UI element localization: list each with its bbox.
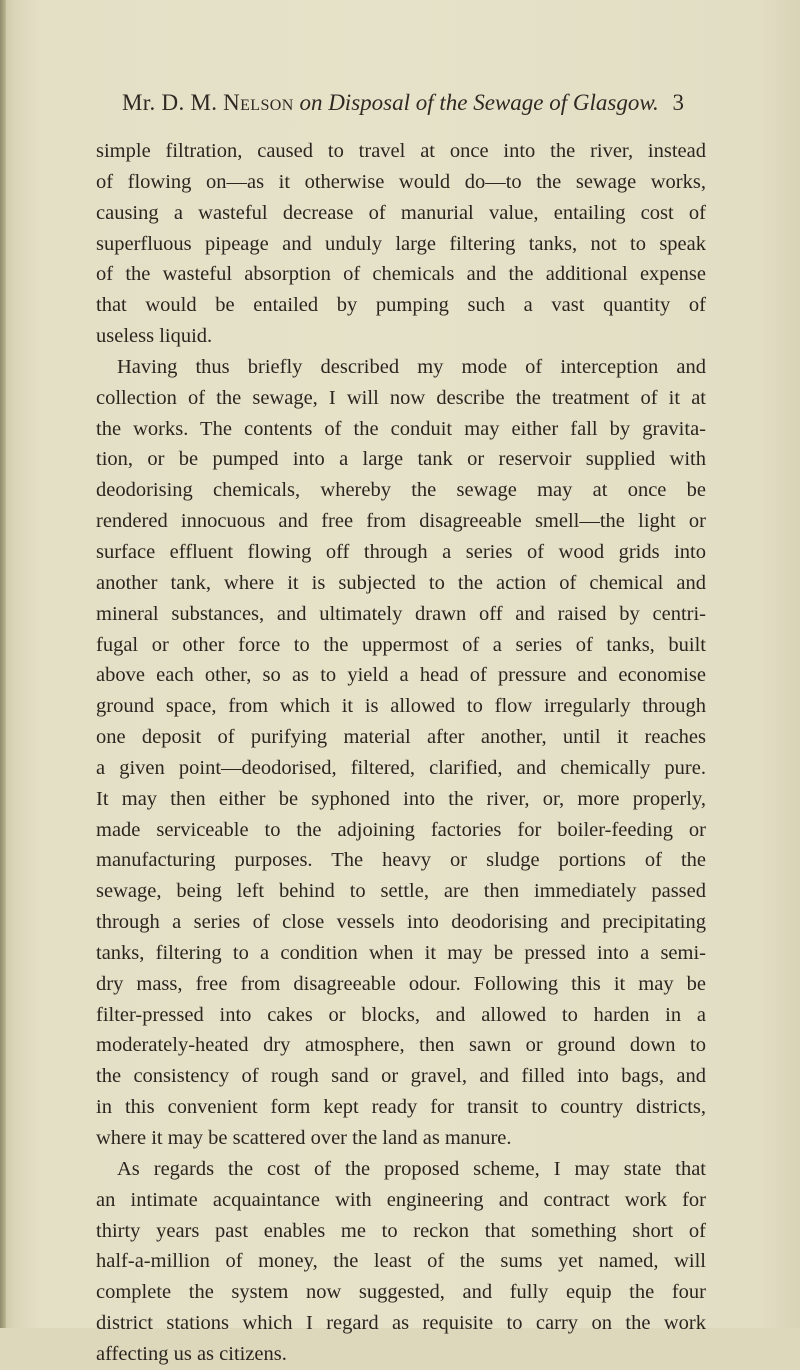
- paragraph-start-line: Having thus briefly described my mode of interception and: [117, 355, 706, 378]
- text-line: useless liquid.: [96, 325, 213, 348]
- text-line: superfluous pipeage and unduly large filtering tanks, not to speak: [96, 232, 706, 255]
- text-line: moderately-heated dry atmosphere, then sawn or ground down to: [96, 1034, 706, 1057]
- text-line: in this convenient form kept ready for transit to country districts,: [96, 1096, 706, 1119]
- text-line: It may then either be syphoned into the river, or, more properly,: [96, 787, 706, 810]
- text-line: one deposit of purifying material after another, until it reaches: [96, 726, 706, 749]
- paragraph-start-line: As regards the cost of the proposed scheme, I may state that: [117, 1157, 706, 1180]
- text-line: affecting us as citizens.: [96, 1342, 287, 1365]
- running-header: [122, 86, 684, 120]
- text-line: filter-pressed into cakes or blocks, and allowed to harden in a: [96, 1003, 706, 1026]
- text-line: made serviceable to the adjoining factories for boiler-feeding or: [96, 818, 706, 841]
- body-text: [96, 136, 706, 1370]
- text-line: dry mass, free from disagreeable odour. Following this it may be: [96, 972, 706, 995]
- text-line: district stations which I regard as requisite to carry on the work: [96, 1312, 706, 1335]
- text-line: manufacturing purposes. The heavy or sludge portions of the: [96, 849, 706, 872]
- text-line: half-a-million of money, the least of the sums yet named, will: [96, 1250, 706, 1273]
- text-line: above each other, so as to yield a head of pressure and economise: [96, 664, 706, 687]
- text-line: fugal or other force to the uppermost of a series of tanks, built: [96, 633, 706, 656]
- text-line: the works. The contents of the conduit may either fall by gravita-: [96, 417, 706, 440]
- text-line: sewage, being left behind to settle, are then immediately passed: [96, 880, 706, 903]
- text-line: that would be entailed by pumping such a vast quantity of: [96, 294, 706, 317]
- header-title: on Disposal of the Sewage of Glasgow.: [299, 90, 659, 115]
- text-line: of flowing on—as it otherwise would do—to the sewage works,: [96, 170, 706, 193]
- text-line: collection of the sewage, I will now describe the treatment of it at: [96, 386, 706, 409]
- page-number: 3: [672, 90, 684, 115]
- text-line: thirty years past enables me to reckon that something short of: [96, 1219, 706, 1242]
- header-author-prefix: Mr. D. M.: [122, 90, 218, 115]
- text-line: simple filtration, caused to travel at once into the river, instead: [96, 140, 706, 162]
- text-line: the consistency of rough sand or gravel, and filled into bags, and: [96, 1065, 706, 1088]
- text-line: another tank, where it is subjected to the action of chemical and: [96, 571, 706, 594]
- text-line: mineral substances, and ultimately drawn off and raised by centri-: [96, 602, 706, 625]
- text-line: where it may be scattered over the land as manure.: [96, 1127, 512, 1149]
- text-line: a given point—deodorised, filtered, clarified, and chemically pure.: [96, 756, 706, 779]
- text-line: causing a wasteful decrease of manurial value, entailing cost of: [96, 201, 706, 224]
- text-line: an intimate acquaintance with engineering and contract work for: [96, 1188, 706, 1211]
- text-line: of the wasteful absorption of chemicals and the additional expense: [96, 263, 706, 286]
- text-line: through a series of close vessels into deodorising and precipitating: [96, 911, 706, 934]
- text-line: complete the system now suggested, and fully equip the four: [96, 1281, 706, 1304]
- text-line: surface effluent flowing off through a series of wood grids into: [96, 540, 706, 563]
- text-line: deodorising chemicals, whereby the sewage may at once be: [96, 479, 706, 502]
- text-line: rendered innocuous and free from disagreeable smell—the light or: [96, 510, 706, 533]
- page-gutter: [0, 0, 6, 1328]
- text-line: tion, or be pumped into a large tank or reservoir supplied with: [96, 448, 706, 471]
- text-line: tanks, filtering to a condition when it may be pressed into a semi-: [96, 941, 706, 964]
- header-author-surname: Nelson: [223, 90, 294, 115]
- text-line: ground space, from which it is allowed to flow irregularly through: [96, 695, 706, 718]
